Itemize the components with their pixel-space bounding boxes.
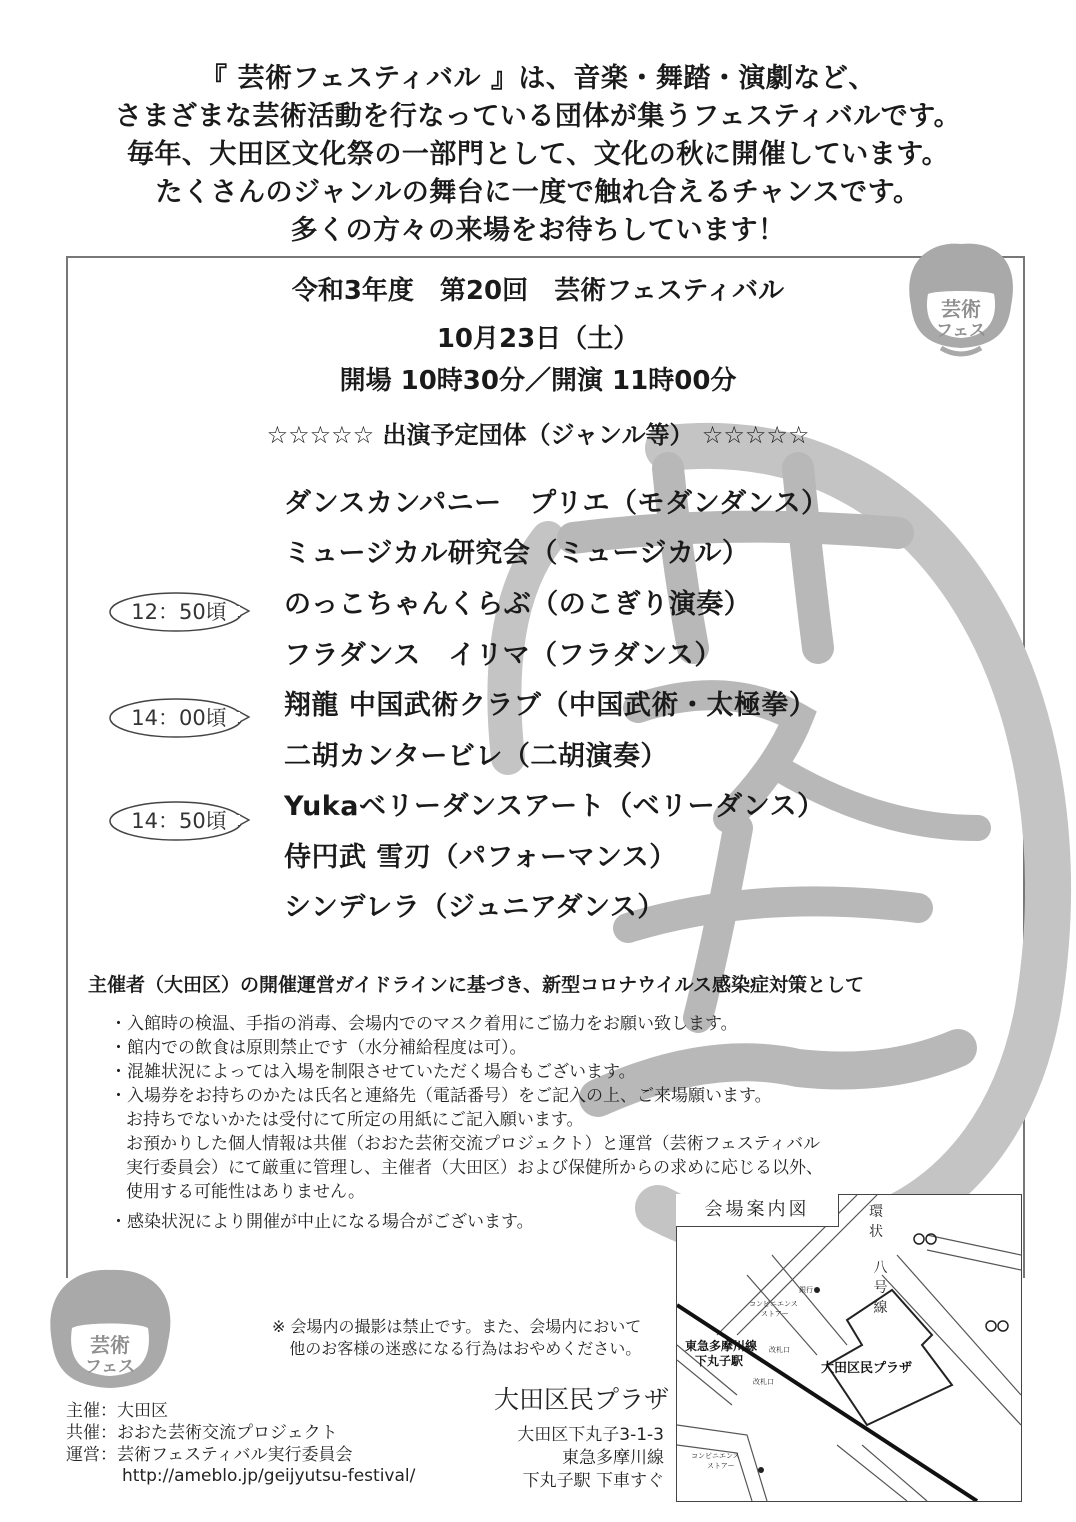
note-item: ・入館時の検温、手指の消毒、会場内でのマスク着用にご協力をお願い致します。 (110, 1014, 738, 1034)
photo-notice (272, 1316, 641, 1360)
time-bubble-label: 14：50頃 (131, 809, 227, 833)
note-item: ・感染状況により開催が中止になる場合がございます。 (110, 1212, 534, 1232)
map-convenience-label: コンビニエンス (691, 1452, 740, 1460)
map-gate-label: 改札口 (753, 1378, 774, 1386)
mascot-text: 芸術 (941, 297, 981, 321)
venue-name: 大田区民プラザ (494, 1385, 670, 1414)
note-item: ・混雑状況によっては入場を制限させていただく場合もございます。 (110, 1062, 636, 1082)
map-title: 会場案内図 (676, 1194, 839, 1227)
credit-organizer: 主催：大田区 (66, 1401, 168, 1421)
photo-notice-line: ※ 会場内の撮影は禁止です。また、会場内において (272, 1317, 642, 1336)
map-convenience-label: ストアー (707, 1462, 735, 1470)
event-date: 10月23日（土） (436, 324, 640, 354)
credit-operator: 運営：芸術フェスティバル実行委員会 (66, 1445, 353, 1465)
time-bubble-label: 12：50頃 (131, 600, 227, 624)
map-road-label: 環 状 八 号 線 (869, 1204, 888, 1316)
groups-heading: ☆☆☆☆☆ 出演予定団体（ジャンル等） ☆☆☆☆☆ (266, 421, 810, 449)
venue-train-line: 東急多摩川線 (562, 1448, 664, 1468)
note-item: ・館内での飲食は原則禁止です（水分補給程度は可）。 (110, 1038, 527, 1058)
performer-item: ダンスカンパニー プリエ（モダンダンス） (284, 488, 829, 519)
venue-address: 大田区下丸子3-1-3 (517, 1425, 664, 1445)
performer-item: のっこちゃんくらぶ（のこぎり演奏） (284, 589, 752, 620)
performer-item: Yukaベリーダンスアート（ベリーダンス） (284, 791, 825, 822)
map-bank-label: 銀行 (799, 1286, 813, 1294)
note-item: 使用する可能性はありません。 (126, 1182, 366, 1202)
mascot-text: フェス (935, 321, 987, 341)
intro-paragraph (0, 60, 1076, 250)
note-item: お持ちでないかたは受付にて所定の用紙にご記入願います。 (126, 1110, 584, 1130)
performer-item: ミュージカル研究会（ミュージカル） (284, 538, 750, 569)
time-bubble (108, 800, 250, 842)
map-gate-label: 改札口 (769, 1346, 790, 1354)
map-venue-label: 大田区民プラザ (821, 1361, 913, 1376)
performer-item: シンデレラ（ジュニアダンス） (284, 892, 665, 923)
map-convenience-label: コンビニエンス (749, 1300, 798, 1308)
note-item: お預かりした個人情報は共催（おおた芸術交流プロジェクト）と運営（芸術フェスティバル (126, 1134, 821, 1154)
intro-line: 多くの方々の来場をお待ちしています！ (290, 215, 786, 246)
venue-station: 下丸子駅 下車すぐ (522, 1471, 664, 1491)
performer-item: 二胡カンタービレ（二胡演奏） (284, 741, 668, 772)
notes-intro: 主催者（大田区）の開催運営ガイドラインに基づき、新型コロナウイルス感染症対策として (88, 974, 864, 996)
intro-line: 『 芸術フェスティバル 』は、音楽・舞踏・演劇など、 (200, 63, 876, 94)
time-bubble (108, 591, 250, 633)
note-item: 実行委員会）にて厳重に管理し、主催者（大田区）および保健所からの求めに応じる以外、 (126, 1158, 823, 1178)
performer-item: 侍円武 雪刃（パフォーマンス） (284, 842, 677, 873)
venue-map (676, 1194, 1022, 1502)
time-bubble (108, 697, 250, 739)
performer-item: フラダンス イリマ（フラダンス） (284, 640, 722, 671)
photo-notice-line: 他のお客様の迷惑になる行為はおやめください。 (289, 1339, 642, 1358)
event-title: 令和3年度 第20回 芸術フェスティバル (291, 276, 785, 306)
credit-co-organizer: 共催：おおた芸術交流プロジェクト (66, 1423, 338, 1443)
mascot-text: 芸術 (90, 1333, 130, 1357)
website-link[interactable]: http://ameblo.jp/geijyutsu-festival/ (122, 1466, 416, 1486)
mascot-text: フェス (84, 1357, 136, 1377)
note-item: ・入場券をお持ちのかたは氏名と連絡先（電話番号）をご記入の上、ご来場願います。 (110, 1086, 772, 1106)
map-station-line: 東急多摩川線 (685, 1339, 758, 1353)
event-time: 開場 10時30分／開演 11時00分 (339, 366, 737, 396)
time-bubble-label: 14：00頃 (131, 706, 227, 730)
intro-line: さまざまな芸術活動を行なっている団体が集うフェスティバルです。 (114, 101, 962, 132)
map-convenience-label: ストアー (761, 1310, 789, 1318)
intro-line: 毎年、大田区文化祭の一部門として、文化の秋に開催しています。 (126, 139, 950, 170)
map-station-name: 下丸子駅 (695, 1354, 744, 1368)
geifes-mascot-logo (40, 1262, 180, 1402)
performer-item: 翔龍 中国武術クラブ（中国武術・太極拳） (284, 690, 817, 721)
intro-line: たくさんのジャンルの舞台に一度で触れ合えるチャンスです。 (155, 177, 921, 208)
